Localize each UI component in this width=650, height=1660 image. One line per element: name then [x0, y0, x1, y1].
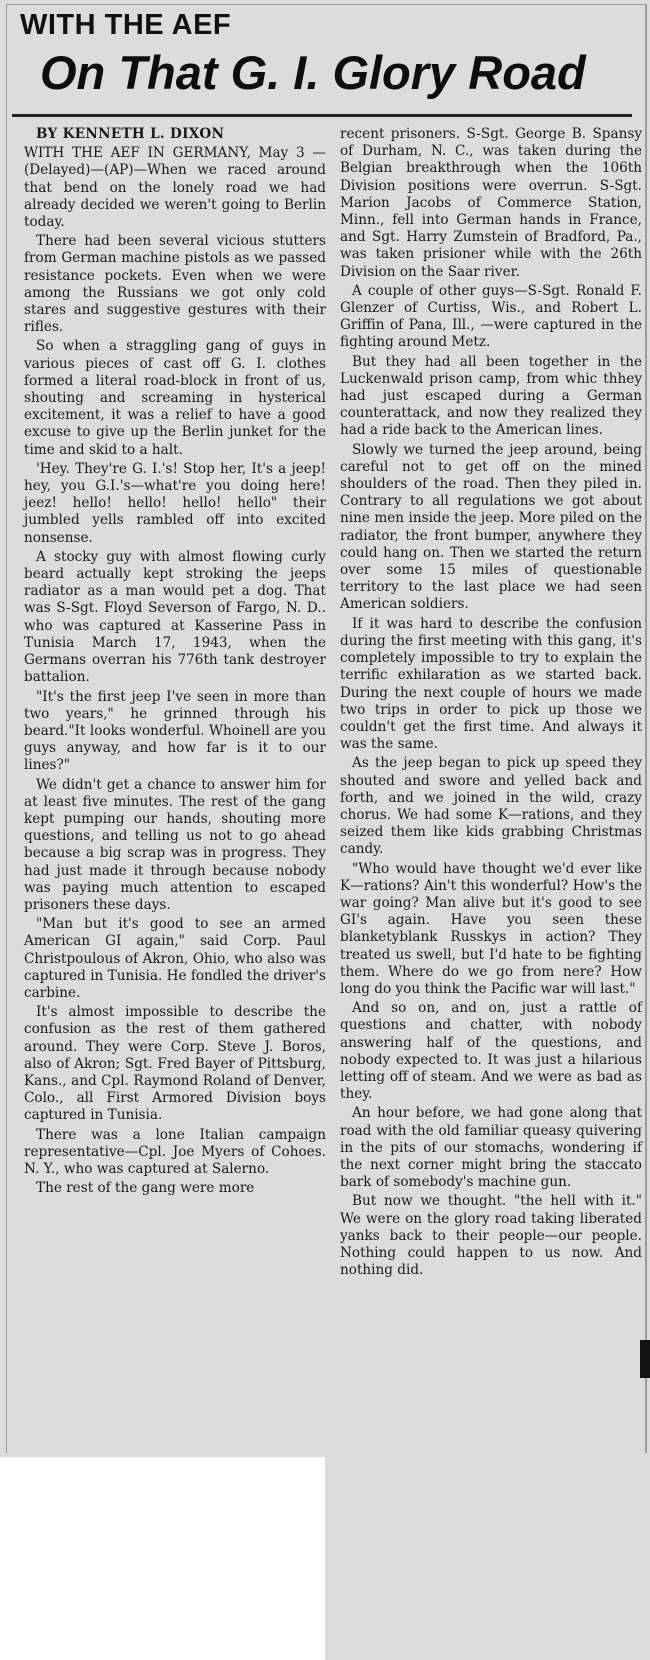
- paragraph: A couple of other guys—S-Sgt. Ronald F. Glenzer of Curtiss, Wis., and Robert L. Griffin of Pana, Ill., —were captured in the fighting around Metz.: [340, 282, 642, 351]
- paragraph: Slowly we turned the jeep around, being careful not to get off on the mined shoulders of the road. Then they piled in. Contrary to all regulations we got about nine men inside the jeep. More piled on the radiator, the front bumper, anywhere they could hang on. Then we started the return over some 15 miles of questionable territory to the last place we had seen American soldiers.: [340, 441, 642, 613]
- paragraph: There was a lone Italian campaign representative—Cpl. Joe Myers of Cohoes. N. Y., who was captured at Salerno.: [24, 1126, 326, 1177]
- paragraph: An hour before, we had gone along that road with the old familiar queasy quivering in the pits of our stomachs, wondering if the next corner might bring the staccato bark of somebody's machine gun.: [340, 1105, 642, 1191]
- paragraph: "Who would have thought we'd ever like K—rations? Ain't this wonderful? How's the war going? Man alive but it's good to see GI's again. Have you seen these blanketyblank Russkys in action? They treated us swell, but I'd hate to be fighting them. Where do we go from nere? How long do you think the Pacific war will last.": [340, 860, 642, 997]
- paragraph: recent prisoners. S-Sgt. George B. Spansy of Durham, N. C., was taken during the Belgian breakthrough when the 106th Division positions were overrun. S-Sgt. Marion Jacobs of Commerce Station, Minn., fell into German hands in France, and Sgt. Harry Zumstein of Bradford, Pa., was taken prisioner while with the 26th Division on the Saar river.: [340, 126, 642, 280]
- paragraph: It's almost impossible to describe the confusion as the rest of them gathered around. They were Corp. Steve J. Boros, also of Akron; Sgt. Fred Bayer of Pittsburg, Kans., and Cpl. Raymond Roland of Denver, Colo., all First Armored Division boys captured in Tunisia.: [24, 1004, 326, 1124]
- paragraph: If it was hard to describe the confusion during the first meeting with this gang, it's completely impossible to try to explain the terrific exhilaration as we started back. During the next couple of hours we made two trips in order to pick up those we couldn't get the first time. And always it was the same.: [340, 615, 642, 753]
- paragraph: 'Hey. They're G. I.'s! Stop her, It's a jeep! hey, you G.I.'s—what're you doing here! jeez! hello! hello! hello! hello" their jumbled yells rambled off into excited nonsense.: [24, 460, 326, 546]
- paragraph: "Man but it's good to see an armed American GI again," said Corp. Paul Christpoulous of Akron, Ohio, who also was captured in Tunisia. He fondled the driver's carbine.: [24, 916, 326, 1001]
- article-header: [20, 8, 632, 102]
- paragraph: The rest of the gang were more: [36, 1180, 255, 1197]
- paragraph: A stocky guy with almost flowing curly beard actually kept stroking the jeeps radiator as a man would pet a dog. That was S-Sgt. Floyd Severson of Fargo, N. D.. who was captured at Kasserine Pass in Tunisia March 17, 1943, when the Germans overran his 776th tank destroyer battalion.: [24, 548, 326, 686]
- byline: BY KENNETH L. DIXON: [36, 126, 225, 142]
- paragraph: As the jeep began to pick up speed they shouted and swore and yelled back and forth, and we joined in the wild, crazy chorus. We had some K—rations, and they seized them like kids grabbing Christmas candy.: [340, 755, 642, 858]
- paragraph: And so on, and on, just a rattle of questions and chatter, with nobody answering half of the questions, and nobody expected to. It was just a hilarious letting off of steam. And we were as bad as they.: [340, 1000, 642, 1103]
- headline-rule: [12, 114, 632, 117]
- paragraph: We didn't get a chance to answer him for at least five minutes. The rest of the gang kept pumping our hands, shouting more questions, and telling us not to go ahead because a big scrap was in progress. They had just made it through because nobody was paying much attention to escaped prisoners these days.: [24, 776, 326, 913]
- column-2: [340, 126, 642, 1281]
- paragraph: But now we thought. "the hell with it." We were on the glory road taking liberated yanks back to their people—our people. Nothing could happen to us now. And nothing did.: [340, 1193, 642, 1279]
- paragraph: So when a straggling gang of guys in various pieces of cast off G. I. clothes formed a literal road-block in front of us, shouting and screaming in hysterical excitement, it was a relief to have a good excuse to give up the Berlin junket for the time and skid to a halt.: [24, 338, 326, 458]
- page-edge-mark: [640, 1340, 650, 1378]
- paragraph: "It's the first jeep I've seen in more than two years," he grinned through his beard."It looks wonderful. Whoinell are you guys anyway, and how far is it to our lines?": [24, 688, 326, 774]
- paragraph: There had been several vicious stutters from German machine pistols as we passed resistance pockets. Even when we were among the Russians we got only cold stares and suggestive gestures with their rifles.: [24, 233, 326, 336]
- paragraph: But they had all been together in the Luckenwald prison camp, from whic thhey had just escaped during a German counterattack, and now they realized they had a ride back to the American lines.: [340, 353, 642, 439]
- paragraph: WITH THE AEF IN GERMANY, May 3 —(Delayed)—(AP)—When we raced around that bend on the lonely road we had already decided we weren't going to Berlin today.: [24, 145, 326, 231]
- column-1: [24, 126, 326, 1199]
- kicker-headline: WITH THE AEF: [20, 9, 232, 41]
- main-headline: On That G. I. Glory Road: [40, 46, 586, 99]
